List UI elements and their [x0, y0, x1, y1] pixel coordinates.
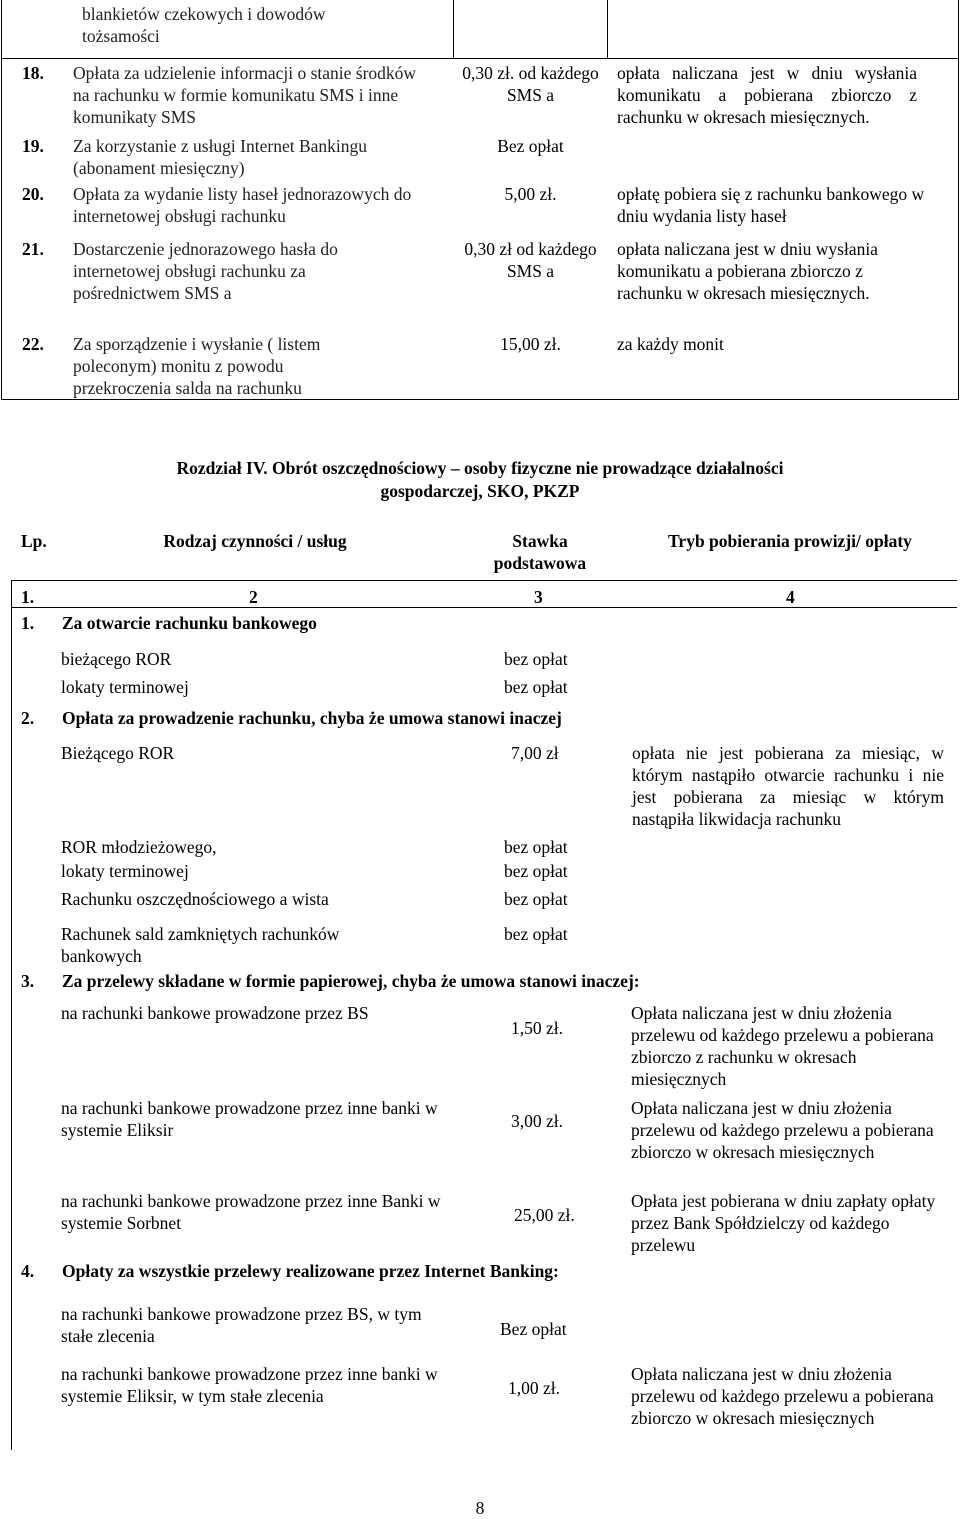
header-mode: Tryb pobierania prowizji/ opłaty	[668, 531, 912, 551]
item-label: lokaty terminowej	[61, 677, 189, 697]
fee-rate: 15,00 zł.	[500, 334, 561, 354]
column-number: 4	[786, 587, 795, 607]
item-label: na rachunki bankowe prowadzone przez inne banki w systemie Eliksir, w tym stałe zlecenia	[61, 1364, 438, 1406]
item-label: Rachunku oszczędnościowego a wista	[61, 889, 329, 909]
item-mode: Opłata naliczana jest w dniu złożenia przelewu od każdego przelewu a pobierana zbiorczo w okresach miesięcznych	[631, 1098, 934, 1162]
row-number: 21.	[22, 239, 44, 259]
item-rate: bez opłat	[504, 837, 568, 857]
section-number: 1.	[21, 613, 35, 633]
fee-mode: opłata naliczana jest w dniu wysłania komunikatu a pobierana zbiorczo z rachunku w okresach miesięcznych.	[617, 239, 878, 303]
fee-rate: 0,30 zł od każdego SMS a	[464, 239, 597, 281]
item-label: ROR młodzieżowego,	[61, 837, 217, 857]
item-label: Bieżącego ROR	[61, 743, 175, 763]
chapter-title-line1: Rozdział IV. Obrót oszczędnościowy – osoby fizyczne nie prowadzące działalności	[176, 458, 784, 478]
item-label: bieżącego ROR	[61, 649, 172, 669]
fee-rate: Bez opłat	[497, 136, 564, 156]
header-lp: Lp.	[21, 531, 47, 551]
chapter-title-line2: gospodarczej, SKO, PKZP	[380, 481, 580, 501]
section-title: Za przelewy składane w formie papierowej, chyba że umowa stanowi inaczej:	[62, 971, 640, 991]
fee-description: Za sporządzenie i wysłanie ( listem poleconym) monitu z powodu przekroczenia salda na rachunku	[73, 334, 321, 398]
item-rate: 7,00 zł	[511, 743, 559, 763]
fee-mode: za każdy monit	[617, 334, 724, 354]
item-rate: bez opłat	[504, 677, 568, 697]
fee-rate: 0,30 zł. od każdego SMS a	[462, 63, 599, 105]
fee-description: Opłata za udzielenie informacji o stanie środków na rachunku w formie komunikatu SMS i inne komunikaty SMS	[73, 63, 417, 127]
item-label: na rachunki bankowe prowadzone przez inne banki w systemie Eliksir	[61, 1098, 438, 1140]
item-label: na rachunki bankowe prowadzone przez BS, w tym stałe zlecenia	[61, 1304, 422, 1346]
section-title: Opłaty za wszystkie przelewy realizowane przez Internet Banking:	[62, 1261, 559, 1281]
section-number: 3.	[21, 971, 35, 991]
item-rate: 25,00 zł.	[514, 1205, 575, 1225]
row-number: 22.	[22, 334, 44, 354]
section-number: 2.	[21, 708, 35, 728]
item-label: na rachunki bankowe prowadzone przez inne Banki w systemie Sorbnet	[61, 1191, 441, 1233]
item-mode: Opłata naliczana jest w dniu złożenia przelewu od każdego przelewu a pobierana zbiorczo w okresach miesięcznych	[631, 1364, 934, 1428]
item-label: Rachunek sald zamkniętych rachunków bankowych	[61, 924, 340, 966]
item-rate: bez opłat	[504, 861, 568, 881]
fee-mode: opłata naliczana jest w dniu wysłania komunikatu a pobierana zbiorczo z rachunku w okresach miesięcznych.	[617, 63, 917, 127]
fee-description: Za korzystanie z usługi Internet Bankingu (abonament miesięczny)	[73, 136, 368, 178]
section-title: Opłata za prowadzenie rachunku, chyba że umowa stanowi inaczej	[62, 708, 562, 728]
item-rate: bez opłat	[504, 649, 568, 669]
item-mode: Opłata jest pobierana w dniu zapłaty opłaty przez Bank Spółdzielczy od każdego przelewu	[631, 1191, 936, 1255]
header-rate: Stawka podstawowa	[493, 531, 587, 573]
item-mode: Opłata naliczana jest w dniu złożenia przelewu od każdego przelewu a pobierana zbiorczo z rachunku w okresach miesięcznych	[631, 1003, 934, 1089]
item-rate: Bez opłat	[500, 1319, 567, 1339]
fee-description: Opłata za wydanie listy haseł jednorazowych do internetowej obsługi rachunku	[73, 184, 412, 226]
fee-mode: opłatę pobiera się z rachunku bankowego w dniu wydania listy haseł	[617, 184, 925, 226]
item-mode: opłata nie jest pobierana za miesiąc, w którym nastąpiło otwarcie rachunku i nie jest pobierana za miesiąc w którym nastąpiła likwidacja rachunku	[632, 743, 944, 829]
header-type: Rodzaj czynności / usług	[163, 531, 347, 551]
section-title: Za otwarcie rachunku bankowego	[62, 613, 317, 633]
item-label: lokaty terminowej	[61, 861, 189, 881]
section-number: 4.	[21, 1261, 35, 1281]
item-rate: 3,00 zł.	[511, 1111, 564, 1131]
fee-description: Dostarczenie jednorazowego hasła do internetowej obsługi rachunku za pośrednictwem SMS a	[73, 239, 338, 303]
column-number: 2	[249, 587, 258, 607]
column-number: 1.	[21, 587, 35, 607]
item-rate: bez opłat	[504, 924, 568, 944]
item-rate: bez opłat	[504, 889, 568, 909]
row-number: 19.	[22, 136, 44, 156]
row-number: 20.	[22, 184, 44, 204]
fee-rate: 5,00 zł.	[504, 184, 557, 204]
item-rate: 1,00 zł.	[508, 1378, 561, 1398]
item-rate: 1,50 zł.	[511, 1018, 564, 1038]
row-number: 18.	[22, 63, 44, 83]
page-number: 8	[475, 1498, 485, 1518]
column-number: 3	[534, 587, 543, 607]
item-label: na rachunki bankowe prowadzone przez BS	[61, 1003, 369, 1023]
cont-description: blankietów czekowych i dowodów tożsamości	[82, 4, 326, 46]
